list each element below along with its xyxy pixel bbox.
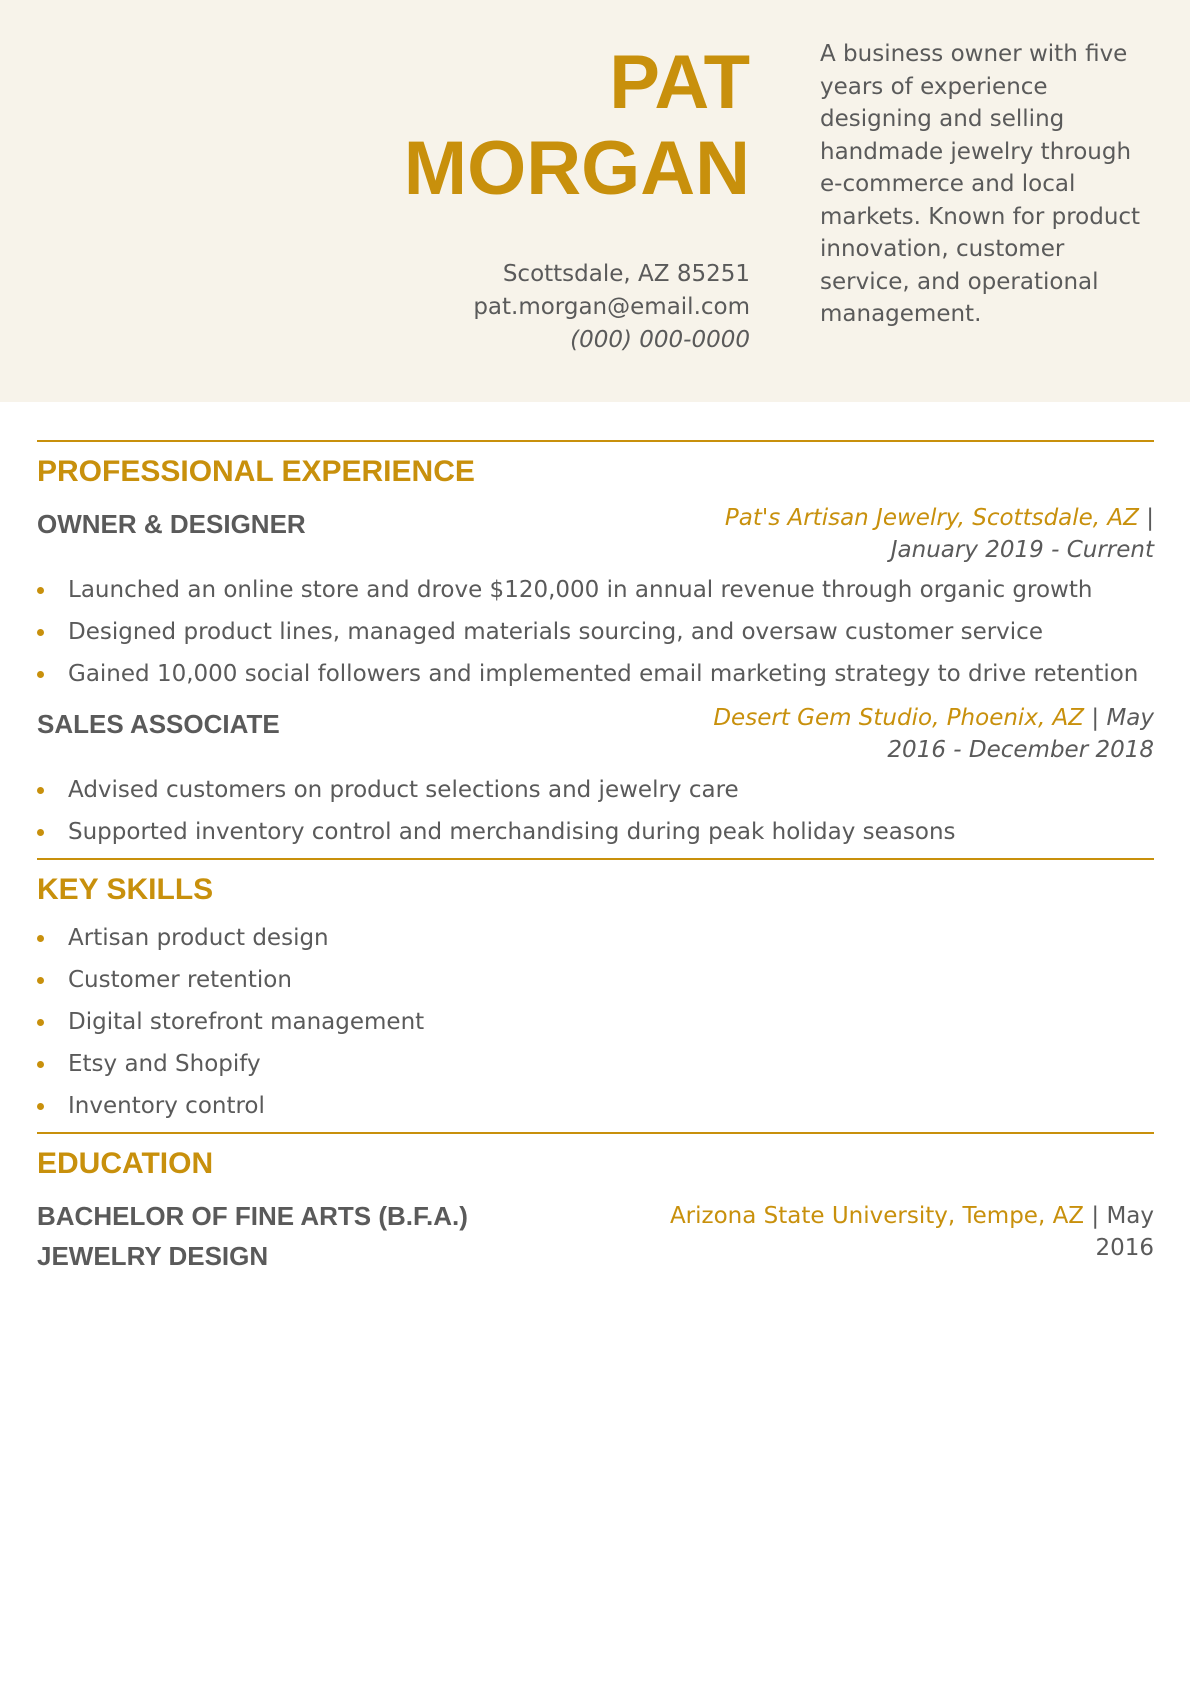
resume-header: [0, 0, 1190, 402]
section-divider: [37, 858, 1154, 860]
company: Pat's Artisan Jewelry, Scottsdale, AZ: [724, 505, 1139, 531]
list-item: [37, 816, 1154, 848]
job-title: SALES ASSOCIATE: [37, 709, 280, 739]
list-item: [37, 1090, 1154, 1122]
list-item: [37, 964, 1154, 996]
bullet-text: Launched an online store and drove $120,000 in annual revenue through organic growth: [68, 577, 1093, 603]
skills-heading: KEY SKILLS: [37, 873, 214, 906]
bullet-icon: [37, 671, 44, 678]
job-dates: January 2019 - Current: [890, 537, 1154, 563]
bullet-icon: [37, 1061, 44, 1068]
degree-name: BACHELOR OF FINE ARTS (B.F.A.): [37, 1201, 468, 1231]
professional-summary: A business owner with five years of experience designing and selling handmade jewelry through e-commerce and local markets. Known for product innovation, customer service, and operational management.: [820, 41, 1141, 327]
skills-list: [37, 922, 1154, 1122]
job-meta: [713, 702, 1154, 766]
job-dates-rest: 2016 - December 2018: [887, 737, 1154, 763]
job-entry: [37, 502, 1154, 690]
education-heading: EDUCATION: [37, 1147, 214, 1180]
phone: (000) 000-0000: [570, 327, 750, 353]
bullet-icon: [37, 629, 44, 636]
job-bullets: [37, 574, 1154, 690]
job-meta: [725, 502, 1154, 566]
job-entry: [37, 702, 1154, 848]
bullet-text: Advised customers on product selections and jewelry care: [68, 777, 739, 803]
section-divider: [37, 1132, 1154, 1134]
company: Desert Gem Studio, Phoenix, AZ: [713, 705, 1085, 731]
list-item: [37, 616, 1154, 648]
bullet-text: Supported inventory control and merchandising during peak holiday seasons: [68, 819, 956, 845]
skill-text: Artisan product design: [68, 925, 329, 951]
list-item: [37, 1048, 1154, 1080]
location: Scottsdale, AZ 85251: [502, 261, 750, 287]
bullet-icon: [37, 787, 44, 794]
section-divider: [37, 440, 1154, 442]
bullet-icon: [37, 1103, 44, 1110]
list-item: [37, 658, 1154, 690]
bullet-text: Gained 10,000 social followers and implemented email marketing strategy to drive retention: [68, 661, 1139, 687]
experience-heading: PROFESSIONAL EXPERIENCE: [37, 455, 475, 488]
skill-text: Digital storefront management: [68, 1009, 425, 1035]
email: pat.morgan@email.com: [473, 294, 750, 320]
bullet-icon: [37, 935, 44, 942]
list-item: [37, 574, 1154, 606]
job-dates-start: May: [1106, 705, 1154, 731]
job-bullets: [37, 774, 1154, 848]
first-name: PAT: [609, 40, 750, 125]
education-meta: [670, 1196, 1154, 1264]
bullet-icon: [37, 587, 44, 594]
graduation-month: May: [1106, 1203, 1154, 1229]
degree: [37, 1196, 468, 1276]
school: Arizona State University, Tempe, AZ: [669, 1203, 1085, 1229]
separator: |: [1146, 505, 1154, 531]
skill-text: Customer retention: [68, 967, 292, 993]
degree-major: JEWELRY DESIGN: [37, 1241, 269, 1271]
separator: |: [1091, 705, 1100, 731]
separator: |: [1091, 1203, 1100, 1229]
bullet-text: Designed product lines, managed materials sourcing, and oversaw customer service: [68, 619, 1043, 645]
bullet-icon: [37, 977, 44, 984]
list-item: [37, 922, 1154, 954]
job-title: OWNER & DESIGNER: [37, 509, 306, 539]
skill-text: Etsy and Shopify: [68, 1051, 261, 1077]
skill-text: Inventory control: [68, 1093, 265, 1119]
list-item: [37, 774, 1154, 806]
contact-info: [300, 258, 750, 357]
bullet-icon: [37, 829, 44, 836]
bullet-icon: [37, 1019, 44, 1026]
last-name: MORGAN: [403, 126, 750, 211]
graduation-year: 2016: [1095, 1235, 1154, 1261]
education-entry: [37, 1196, 1154, 1276]
candidate-name: [300, 40, 750, 212]
resume-body: [37, 440, 1154, 1276]
list-item: [37, 1006, 1154, 1038]
